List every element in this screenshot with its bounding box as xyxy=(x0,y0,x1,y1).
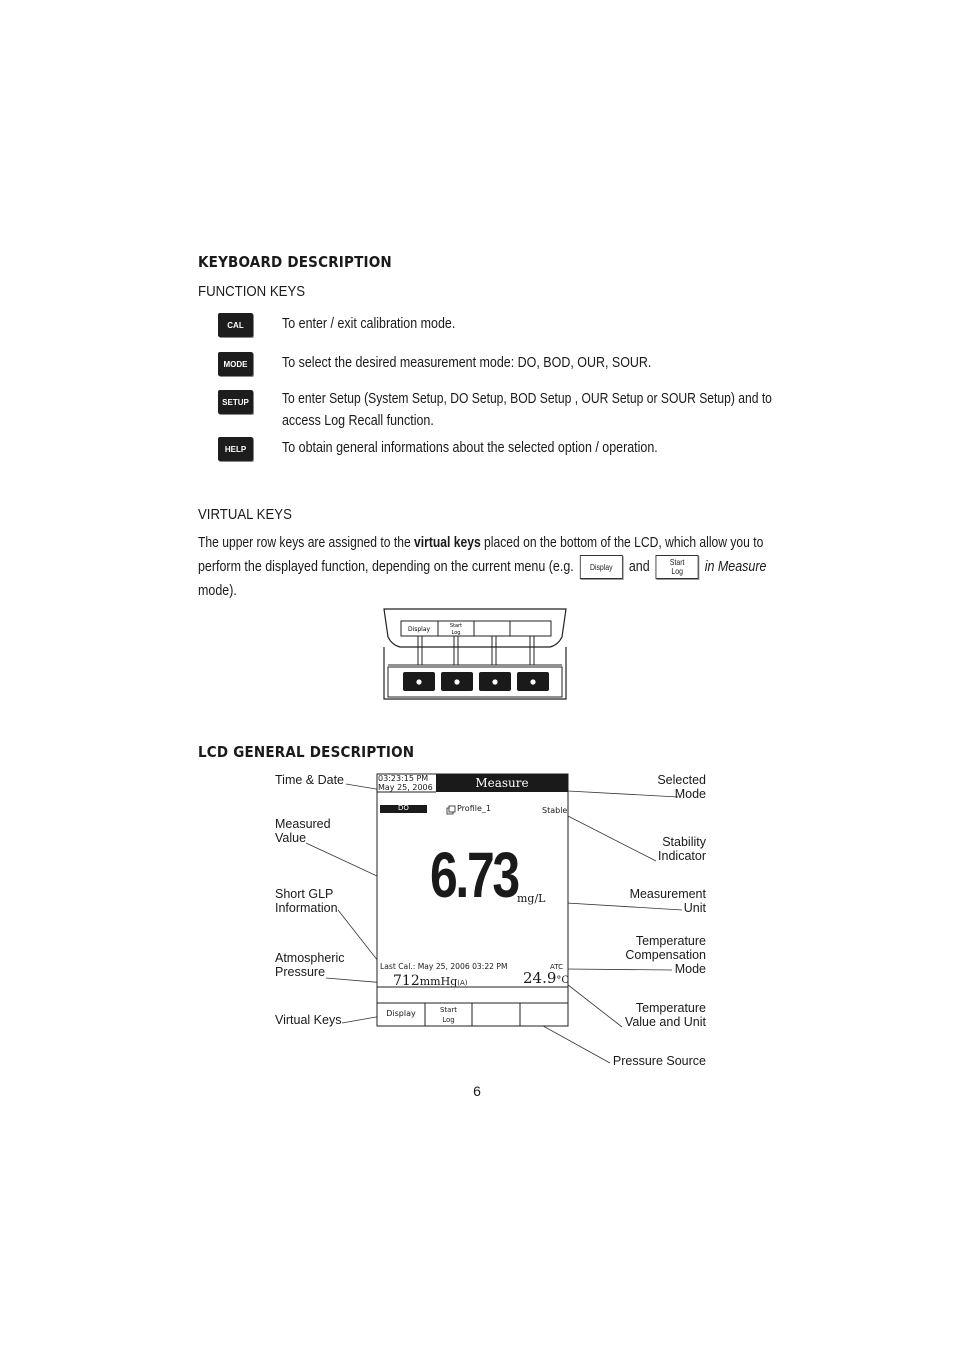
label-tval-1: Temperature xyxy=(635,1001,706,1015)
lcd-profile: Profile_1 xyxy=(457,804,491,813)
log-key-example-label: Log xyxy=(671,567,683,577)
lcd-display-key: Display xyxy=(386,1009,416,1018)
keypad-illustration xyxy=(380,607,570,705)
virtual-keys-paragraph xyxy=(198,531,838,603)
label-stability xyxy=(606,835,706,863)
label-tcomp-1: Temperature xyxy=(635,934,706,948)
label-measured-value xyxy=(275,817,331,845)
page-number: 6 xyxy=(473,1083,481,1099)
keypad-start-label: Start xyxy=(449,623,463,629)
label-tcomp-3: Mode xyxy=(674,962,706,976)
keypad-display-label: Display xyxy=(407,626,431,633)
lcd-log-label: Log xyxy=(442,1016,455,1024)
label-atm-2: Pressure xyxy=(275,965,326,979)
display-key-example-label: Display xyxy=(589,562,613,572)
cal-desc-text: To enter / exit calibration mode. xyxy=(282,316,456,332)
function-keys-heading: FUNCTION KEYS xyxy=(198,283,306,300)
vk-line2-italic: in Measure xyxy=(704,559,767,575)
label-temp-compensation xyxy=(596,934,706,976)
cal-key: CAL xyxy=(218,313,253,337)
lcd-start-label: Start xyxy=(439,1006,458,1014)
lcd-pressure-source: (A) xyxy=(457,979,468,987)
label-selected-mode xyxy=(606,773,706,801)
lcd-pressure xyxy=(393,970,468,989)
vk-line2-and: and xyxy=(628,559,650,575)
label-stability-1: Stability xyxy=(662,835,706,849)
lcd-mode: Measure xyxy=(475,776,529,790)
mode-desc-text: To select the desired measurement mode: DO, BOD, OUR, SOUR. xyxy=(282,355,652,371)
virtual-keys-heading: VIRTUAL KEYS xyxy=(198,506,292,523)
lcd-date: May 25, 2006 xyxy=(378,783,433,792)
lcd-last-cal: Last Cal.: May 25, 2006 03:22 PM xyxy=(380,962,508,971)
label-measured-1: Measured xyxy=(275,817,331,831)
lcd-atc: ATC xyxy=(550,963,563,971)
keyboard-heading: KEYBOARD DESCRIPTION xyxy=(198,253,392,271)
mode-key-description xyxy=(282,351,712,375)
setup-desc-line1: To enter Setup (System Setup, DO Setup, BOD Setup , OUR Setup or SOUR Setup) and to xyxy=(282,391,772,407)
cal-key-description xyxy=(282,312,484,336)
vk-line1-pre: The upper row keys are assigned to the xyxy=(198,535,411,551)
vk-line1 xyxy=(198,531,763,555)
label-stability-2: Indicator xyxy=(658,849,706,863)
label-measured-2: Value xyxy=(275,831,307,845)
label-measurement-unit xyxy=(596,887,706,915)
vk-line2-pre: perform the displayed function, depending on the current menu (e.g. xyxy=(198,559,574,575)
label-virtual-keys: Virtual Keys xyxy=(275,1013,342,1027)
lcd-pressure-value: 712 xyxy=(393,973,420,989)
lcd-time: 03:23:15 PM xyxy=(378,774,429,783)
label-glp-1: Short GLP xyxy=(275,887,334,901)
lcd-unit: mg/L xyxy=(517,892,546,905)
lcd-heading: LCD GENERAL DESCRIPTION xyxy=(198,743,415,761)
label-temp-value xyxy=(596,1001,706,1029)
label-selected-2: Mode xyxy=(674,787,706,801)
lcd-temperature xyxy=(523,968,569,987)
display-key-example xyxy=(580,555,623,579)
lcd-start-log-key xyxy=(425,1005,472,1025)
label-atm-pressure xyxy=(275,951,344,979)
label-atm-1: Atmospheric xyxy=(275,951,345,965)
lcd-range: DO xyxy=(398,804,409,812)
label-short-glp xyxy=(275,887,338,915)
help-desc-text: To obtain general informations about the selected option / operation. xyxy=(282,440,658,456)
label-tcomp-2: Compensation xyxy=(625,948,706,962)
setup-key: SETUP xyxy=(218,390,253,414)
label-tval-2: Value and Unit xyxy=(624,1015,706,1029)
label-munit-2: Unit xyxy=(683,901,706,915)
lcd-temp-value: 24.9 xyxy=(523,969,557,987)
lcd-value: 6.73 xyxy=(430,839,518,911)
label-pressure-source: Pressure Source xyxy=(612,1054,706,1068)
lcd-stable: Stable xyxy=(542,806,568,815)
start-log-key-example xyxy=(656,555,699,579)
label-time-date: Time & Date xyxy=(275,773,345,787)
lcd-time-date xyxy=(378,774,433,792)
vk-line1-bold: virtual keys xyxy=(414,535,481,551)
help-key: HELP xyxy=(218,437,253,461)
label-munit-1: Measurement xyxy=(629,887,706,901)
mode-key: MODE xyxy=(218,352,253,376)
vk-line1-post: placed on the bottom of the LCD, which allow you to xyxy=(484,535,764,551)
vk-line2 xyxy=(198,555,766,579)
lcd-temp-unit: °C xyxy=(556,975,570,986)
setup-key-description xyxy=(282,388,869,432)
keypad-buttons xyxy=(403,672,549,691)
setup-desc-line2: access Log Recall function. xyxy=(282,413,434,429)
lcd-pressure-unit: mmHg xyxy=(419,975,458,988)
start-key-example-label: Start xyxy=(669,558,685,568)
vk-line3: mode). xyxy=(198,583,237,600)
label-glp-2: Information xyxy=(275,901,338,915)
label-selected-1: Selected xyxy=(657,773,706,787)
help-key-description xyxy=(282,436,719,460)
keypad-log-label: Log xyxy=(451,630,461,636)
